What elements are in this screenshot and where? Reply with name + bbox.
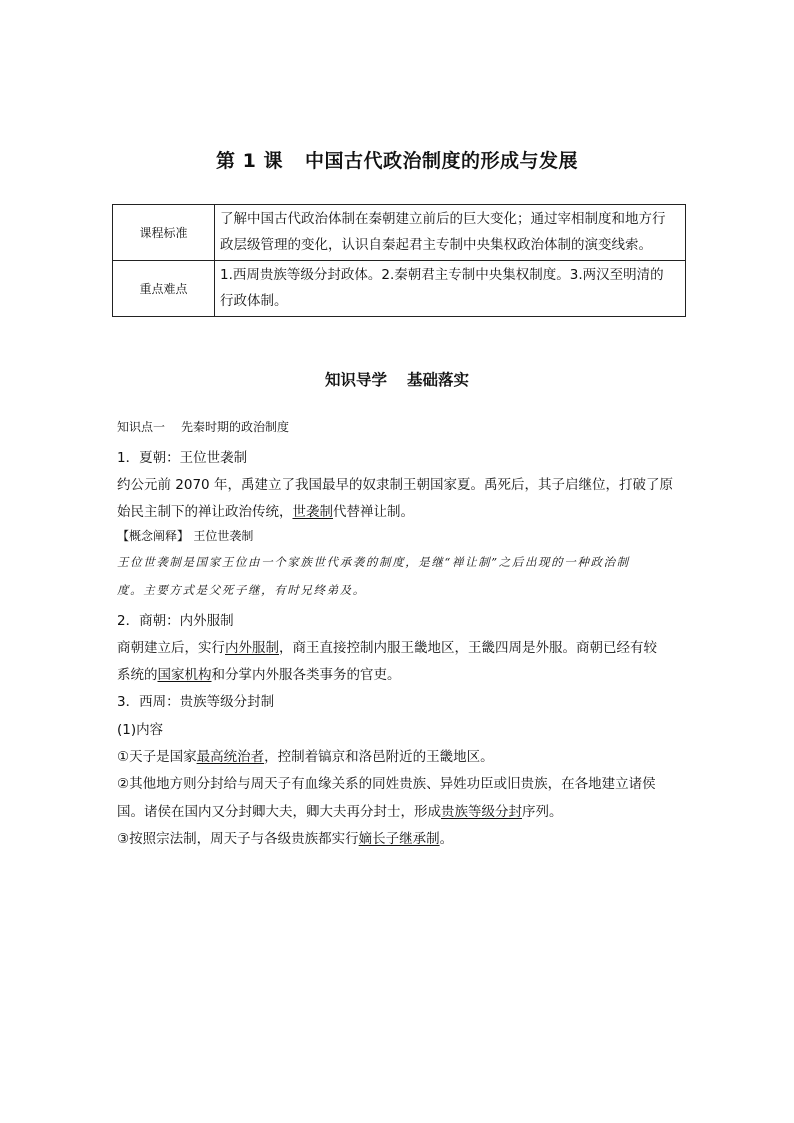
text-run: 国。诸侯在国内又分封卿大夫，卿大夫再分封士，形成	[117, 804, 441, 820]
zhou-heading: 3．西周：贵族等级分封制	[117, 694, 275, 710]
curriculum-standards-table	[112, 204, 686, 317]
zhou-item	[117, 827, 453, 847]
zhou-item: ②其他地方则分封给与周天子有血缘关系的同姓贵族、异姓功臣或旧贵族，在各地建立诸侯	[117, 776, 656, 792]
text-run: 始民主制下的禅让政治传统，	[117, 504, 293, 520]
underlined-term: 贵族等级分封	[441, 804, 522, 820]
table-text-line: 行政体制。	[220, 293, 288, 309]
knowledge-point-heading	[117, 418, 289, 435]
knowledge-point-topic: 先秦时期的政治制度	[181, 420, 290, 434]
table-text-line: 政层级管理的变化，认识自秦起君主专制中央集权政治体制的演变线索。	[220, 237, 652, 253]
lesson-name: 中国古代政治制度的形成与发展	[304, 150, 578, 172]
concept-text-line: 王位世袭制是国家王位由一个家族世代承袭的制度，是继“禅让制”之后出现的一种政治制	[117, 555, 630, 569]
text-run: ①天子是国家	[117, 749, 197, 765]
section-heading	[0, 368, 794, 390]
concept-text-line: 度。主要方式是父死子继，有时兄终弟及。	[117, 583, 366, 597]
shang-paragraph-line	[117, 663, 401, 683]
table-row	[113, 261, 686, 317]
lesson-number: 第 1 课	[216, 150, 283, 172]
underlined-term: 嫡长子继承制	[358, 831, 440, 847]
concept-tag: 【概念阐释】	[117, 529, 190, 543]
underlined-term: 内外服制	[225, 640, 279, 656]
text-run: 。	[439, 831, 454, 847]
xia-paragraph-line: 约公元前 2070 年，禹建立了我国最早的奴隶制王朝国家夏。禹死后，其子启继位，打破了原	[117, 477, 673, 493]
shang-paragraph-line	[117, 636, 657, 656]
concept-term: 王位世袭制	[193, 529, 254, 543]
zhou-item-continuation	[117, 800, 563, 820]
underlined-term: 世袭制	[292, 504, 333, 520]
lesson-title	[0, 146, 794, 173]
text-run: 和分掌内外服各类事务的官吏。	[211, 667, 401, 683]
text-run: 系统的	[117, 667, 158, 683]
shang-heading: 2．商朝：内外服制	[117, 613, 234, 629]
section-heading-part2: 基础落实	[407, 371, 470, 389]
text-run: 商朝建立后，实行	[117, 640, 225, 656]
underlined-term: 最高统治者	[196, 749, 265, 765]
underlined-term: 国家机构	[157, 667, 212, 683]
table-text-line: 了解中国古代政治体制在秦朝建立前后的巨大变化；通过宰相制度和地方行	[220, 211, 666, 227]
table-label-key-points: 重点难点	[113, 261, 215, 317]
xia-heading: 1．夏朝：王位世袭制	[117, 450, 248, 466]
table-label-standards: 课程标准	[113, 205, 215, 261]
table-row	[113, 205, 686, 261]
zhou-item	[117, 745, 494, 765]
text-run: ③按照宗法制，周天子与各级贵族都实行	[117, 831, 359, 847]
text-run: 序列。	[522, 804, 563, 820]
table-text-line: 1.西周贵族等级分封政体。2.秦朝君主专制中央集权制度。3.两汉至明清的	[220, 267, 664, 283]
knowledge-point-label: 知识点一	[117, 420, 166, 434]
text-run: 代替禅让制。	[333, 504, 414, 520]
table-cell-key-points	[215, 261, 686, 317]
text-run: ，控制着镐京和洛邑附近的王畿地区。	[264, 749, 494, 765]
section-heading-part1: 知识导学	[324, 371, 387, 389]
zhou-subheading: (1)内容	[117, 722, 164, 738]
table-cell-standards	[215, 205, 686, 261]
text-run: ，商王直接控制内服王畿地区，王畿四周是外服。商朝已经有较	[279, 640, 657, 656]
xia-paragraph-line	[117, 500, 414, 520]
concept-heading	[117, 527, 253, 544]
